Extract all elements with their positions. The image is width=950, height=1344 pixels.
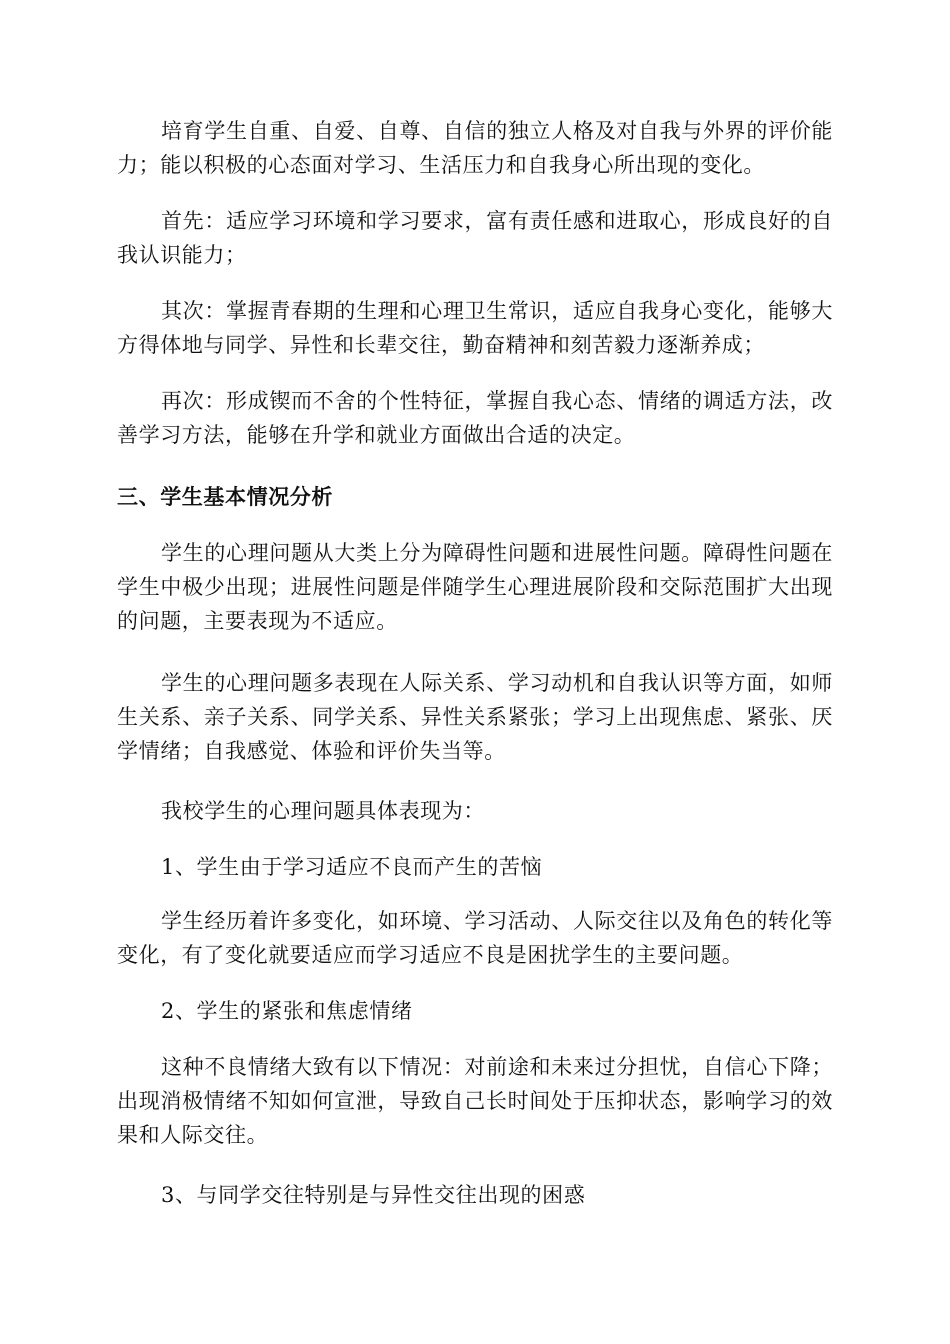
list-item-3-title: 3、与同学交往特别是与异性交往出现的困惑	[161, 1183, 586, 1207]
paragraph-school-intro: 我校学生的心理问题具体表现为：	[161, 799, 485, 823]
paragraph-third: 再次：形成锲而不舍的个性特征，掌握自我心态、情绪的调适方法，改善学习方法，能够在升学和就业方面做出合适的决定。	[117, 389, 833, 447]
paragraph-problem-types: 学生的心理问题从大类上分为障碍性问题和进展性问题。障碍性问题在学生中极少出现；进展性问题是伴随学生心理进展阶段和交际范围扩大出现的问题，主要表现为不适应。	[117, 541, 833, 633]
paragraph-first: 首先：适应学习环境和学习要求，富有责任感和进取心，形成良好的自我认识能力；	[117, 209, 833, 267]
paragraph-goal: 培育学生自重、自爱、自尊、自信的独立人格及对自我与外界的评价能力；能以积极的心态面对学习、生活压力和自我身心所出现的变化。	[117, 119, 833, 177]
list-item-2-body: 这种不良情绪大致有以下情况：对前途和未来过分担忧，自信心下降；出现消极情绪不知如何宣泄，导致自己长时间处于压抑状态，影响学习的效果和人际交往。	[117, 1055, 833, 1147]
section-heading: 三、学生基本情况分析	[117, 485, 333, 509]
list-item-2-title: 2、学生的紧张和焦虑情绪	[161, 999, 413, 1023]
list-item-1-body: 学生经历着许多变化，如环境、学习活动、人际交往以及角色的转化等变化，有了变化就要适应而学习适应不良是困扰学生的主要问题。	[117, 909, 833, 967]
paragraph-second: 其次：掌握青春期的生理和心理卫生常识，适应自我身心变化，能够大方得体地与同学、异性和长辈交往，勤奋精神和刻苦毅力逐渐养成；	[117, 299, 833, 357]
list-item-1-title: 1、学生由于学习适应不良而产生的苦恼	[161, 855, 543, 879]
paragraph-problem-areas: 学生的心理问题多表现在人际关系、学习动机和自我认识等方面，如师生关系、亲子关系、同学关系、异性关系紧张；学习上出现焦虑、紧张、厌学情绪；自我感觉、体验和评价失当等。	[117, 671, 833, 763]
